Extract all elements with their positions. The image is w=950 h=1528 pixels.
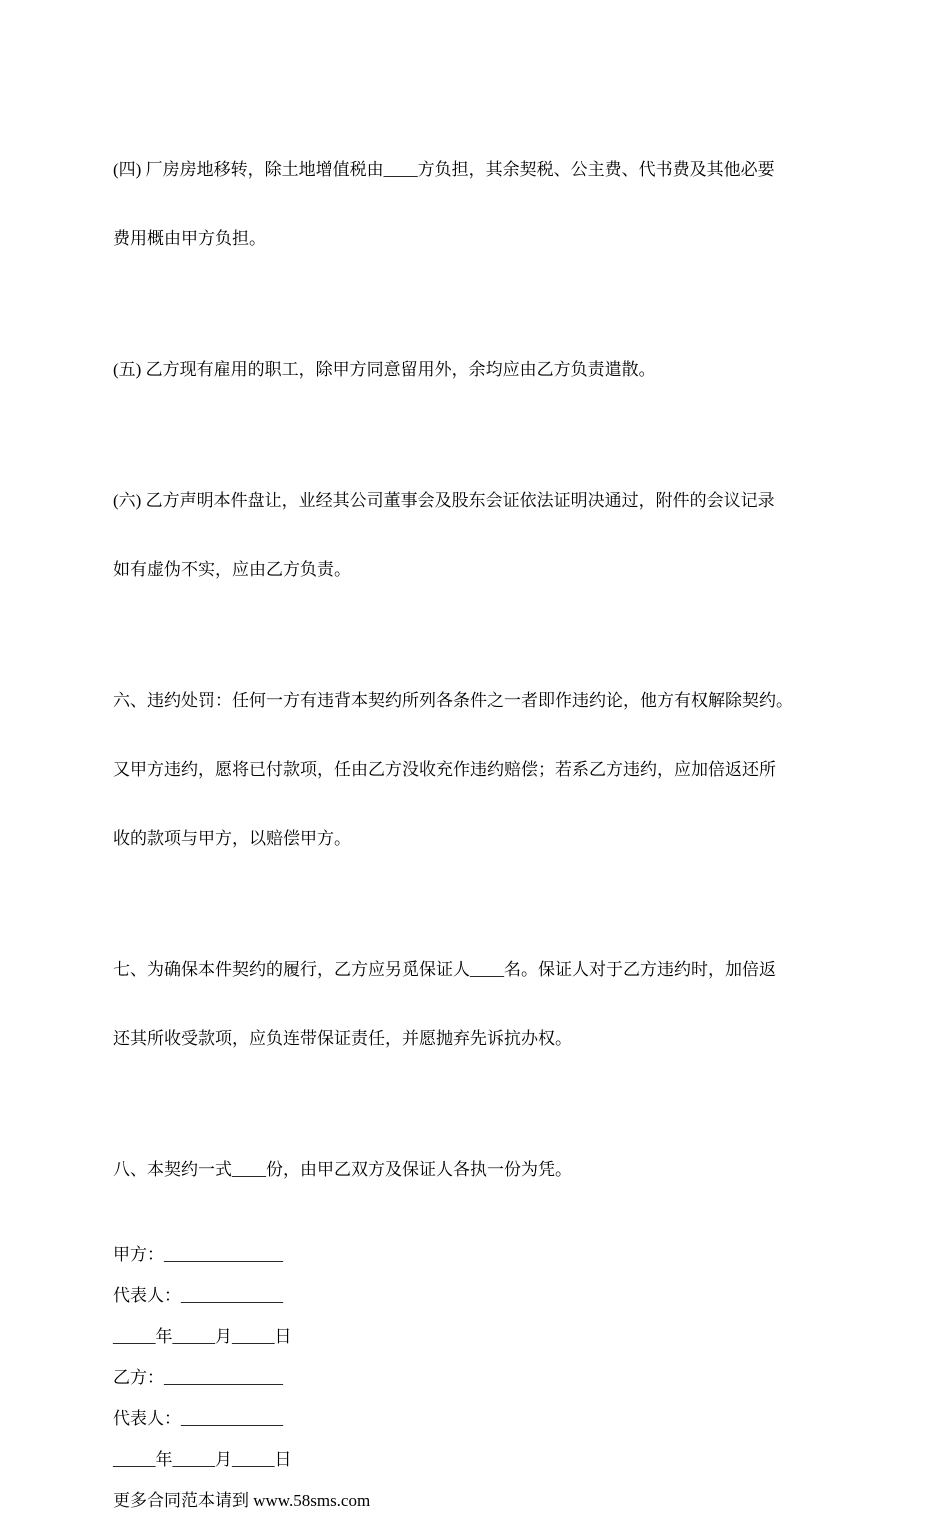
clause-4-5-line-1: (五) 乙方现有雇用的职工，除甲方同意留用外，余均应由乙方负责遣散。 xyxy=(113,360,656,379)
party-b-date-line: _____年_____月_____日 xyxy=(113,1450,292,1469)
clause-7-line-2: 还其所收受款项，应负连带保证责任，并愿抛弃先诉抗办权。 xyxy=(113,1029,572,1048)
footer-note: 更多合同范本请到 www.58sms.com xyxy=(113,1491,371,1510)
party-a-representative-line: 代表人：____________ xyxy=(113,1286,283,1305)
clause-6-line-1: 六、违约处罚：任何一方有违背本契约所列各条件之一者即作违约论，他方有权解除契约。 xyxy=(113,691,793,710)
party-b-signature-line: 乙方：______________ xyxy=(113,1368,283,1387)
document-page xyxy=(113,112,853,1528)
clause-6-line-2: 又甲方违约，愿将已付款项，任由乙方没收充作违约赔偿；若系乙方违约，应加倍返还所 xyxy=(113,760,776,779)
clause-6-line-3: 收的款项与甲方，以赔偿甲方。 xyxy=(113,829,351,848)
clause-4-4-paragraph xyxy=(113,112,853,296)
clause-4-5-paragraph xyxy=(113,312,853,427)
clause-6-paragraph xyxy=(113,643,853,896)
clause-4-6-line-1: (六) 乙方声明本件盘让，业经其公司董事会及股东会证依法证明决通过，附件的会议记录 xyxy=(113,491,775,510)
clause-8-paragraph xyxy=(113,1112,853,1227)
clause-4-6-paragraph xyxy=(113,443,853,627)
clause-7-line-1: 七、为确保本件契约的履行，乙方应另觅保证人____名。保证人对于乙方违约时，加倍返 xyxy=(113,960,776,979)
clause-4-6-line-2: 如有虚伪不实，应由乙方负责。 xyxy=(113,560,351,579)
clause-8-line-1: 八、本契约一式____份，由甲乙双方及保证人各执一份为凭。 xyxy=(113,1160,572,1179)
clause-4-4-line-1: (四) 厂房房地移转，除土地增值税由____方负担，其余契税、公主费、代书费及其他必要 xyxy=(113,160,775,179)
party-b-representative-line: 代表人：____________ xyxy=(113,1409,283,1428)
party-a-date-line: _____年_____月_____日 xyxy=(113,1327,292,1346)
party-a-signature-line: 甲方：______________ xyxy=(113,1245,283,1264)
clause-7-paragraph xyxy=(113,912,853,1096)
clause-4-4-line-2: 费用概由甲方负担。 xyxy=(113,229,266,248)
